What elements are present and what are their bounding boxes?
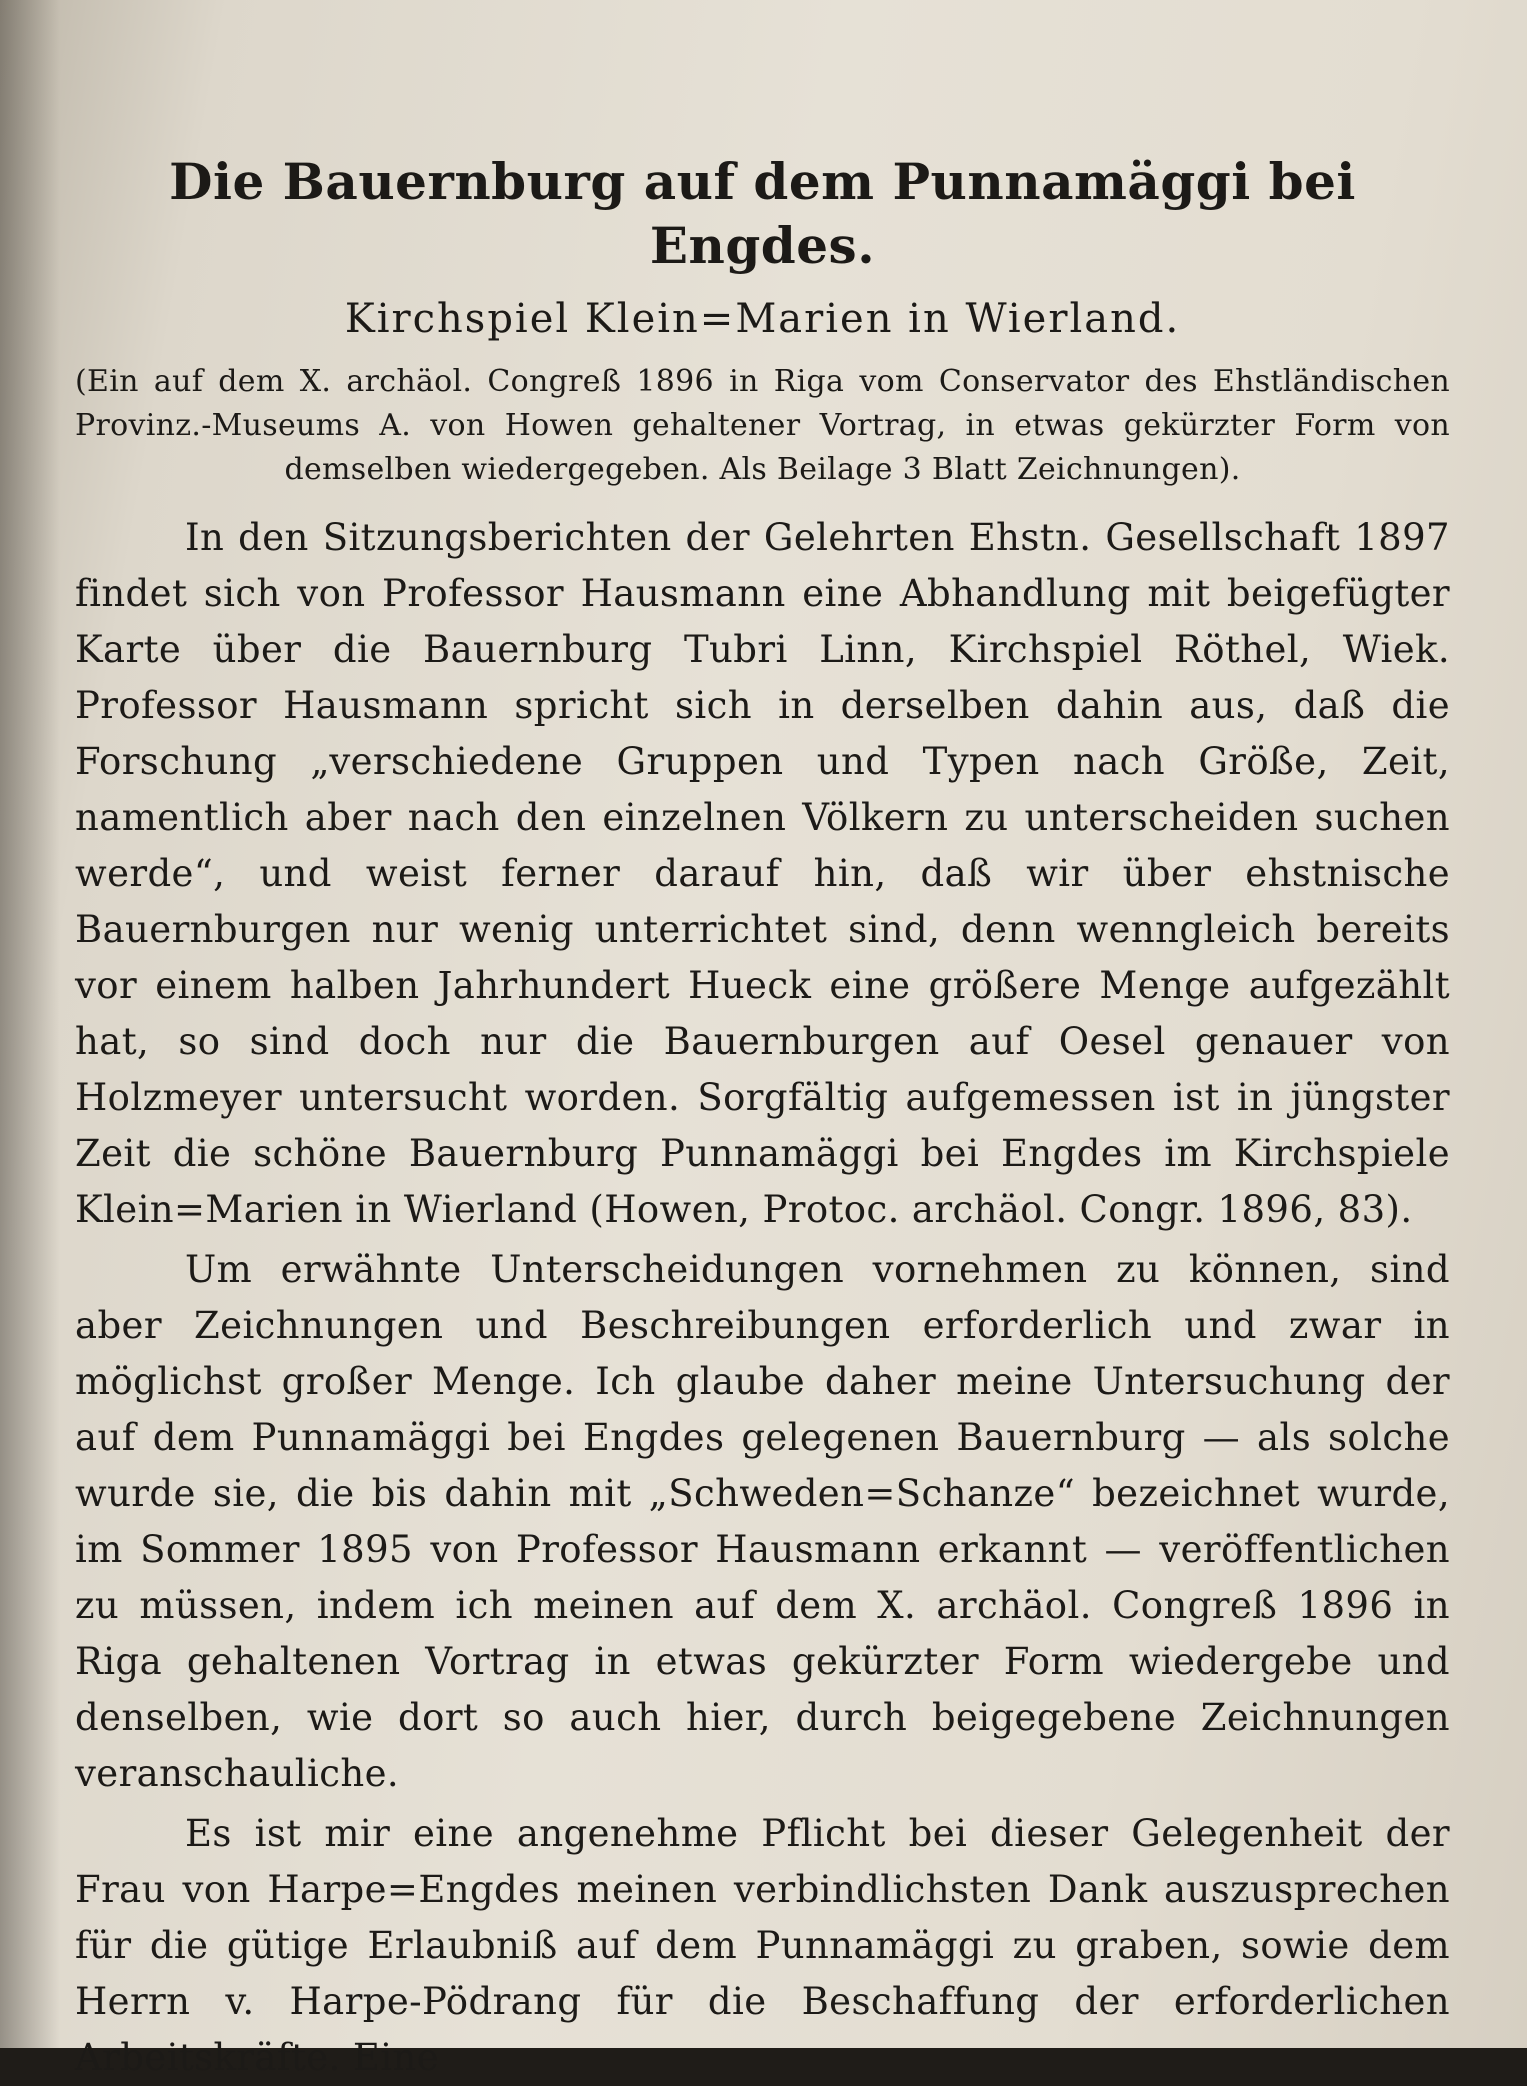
paragraph: Es ist mir eine angenehme Pflicht bei dieser Gelegenheit der Frau von Harpe=Engdes meinen verbindlichsten Dank auszusprechen für die gütige Erlaubniß auf dem Punnamäggi zu graben, sowie dem Herrn v. Harpe-Pödrang für die Beschaffung der erforderlichen Arbeitskräfte. Eine — [75, 1812, 1450, 2079]
lecture-note: (Ein auf dem X. archäol. Congreß 1896 in Riga vom Conservator des Ehstländischen Provinz.-Museums A. von Howen gehaltener Vortrag, in etwas gekürzter Form von demselben wiedergegeben. Als Beilage 3 Blatt Zeichnungen). — [75, 364, 1450, 487]
paragraph: In den Sitzungsberichten der Gelehrten Ehstn. Gesellschaft 1897 findet sich von Professor Hausmann eine Abhandlung mit beigefügter Karte über die Bauernburg Tubri Linn, Kirchspiel Röthel, Wiek. Professor Hausmann spricht sich in derselben dahin aus, daß die Forschung „verschiedene Gruppen und Typen nach Größe, Zeit, namentlich aber nach den einzelnen Völkern zu unterscheiden suchen werde“, und weist ferner darauf hin, daß wir über ehstnische Bauernburgen nur wenig unterrichtet sind, denn wenngleich bereits vor einem halben Jahrhundert Hueck eine größere Menge aufgezählt hat, so sind doch nur die Bauernburgen auf Oesel genauer von Holzmeyer untersucht worden. Sorgfältig aufgemessen ist in jüngster Zeit die schöne Bauernburg Punnamäggi bei Engdes im Kirchspiele Klein=Marien in Wierland (Howen, Protoc. archäol. Congr. 1896, 83). — [75, 516, 1450, 1231]
paragraph: Um erwähnte Unterscheidungen vornehmen zu können, sind aber Zeichnungen und Beschreibungen erforderlich und zwar in möglichst großer Menge. Ich glaube daher meine Untersuchung der auf dem Punnamäggi bei Engdes gelegenen Bauernburg — als solche wurde sie, die bis dahin mit „Schweden=Schanze“ bezeichnet wurde, im Sommer 1895 von Professor Hausmann erkannt — veröffentlichen zu müssen, indem ich meinen auf dem X. archäol. Congreß 1896 in Riga gehaltenen Vortrag in etwas gekürzter Form wiedergebe und denselben, wie dort so auch hier, durch beigegebene Zeichnungen veranschauliche. — [75, 1248, 1450, 1795]
page-content — [75, 150, 1450, 2086]
page-title: Die Bauernburg auf dem Punnamäggi bei Engdes. — [169, 152, 1356, 275]
page-subtitle: Kirchspiel Klein=Marien in Wierland. — [344, 296, 1181, 342]
page-gutter-shadow — [0, 0, 60, 2048]
